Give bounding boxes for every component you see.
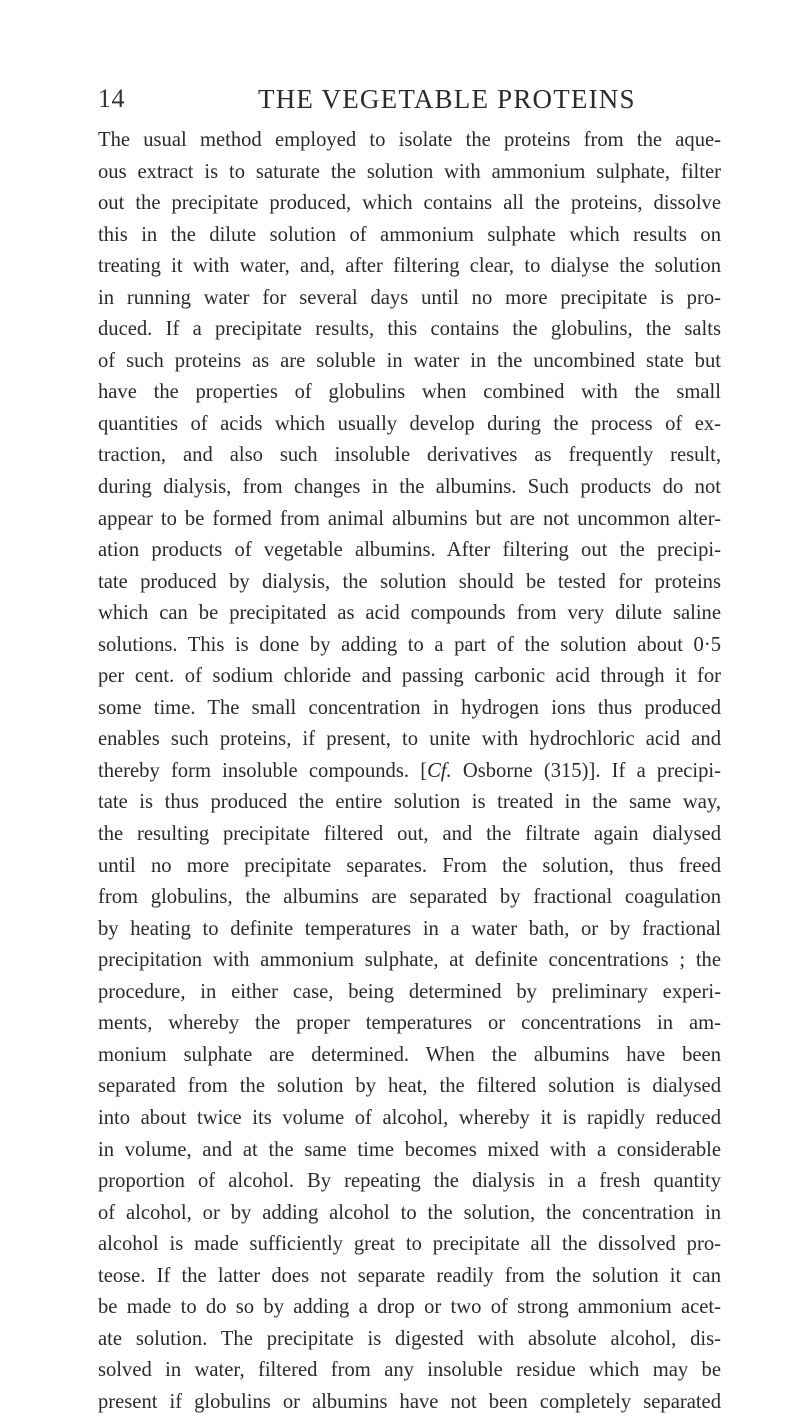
text-line: out the precipitate produced, which contains all the proteins, dissolve bbox=[98, 192, 721, 215]
text-line: quantities of acids which usually develop during the process of ex- bbox=[98, 412, 721, 435]
text-line: which can be precipitated as acid compounds from very dilute saline bbox=[98, 602, 721, 625]
text-line: per cent. of sodium chloride and passing carbonic acid through it for bbox=[98, 665, 721, 688]
text-line: of such proteins as are soluble in water in the uncombined state but bbox=[98, 349, 721, 372]
text-line: alcohol is made sufficiently great to precipitate all the dissolved pro- bbox=[98, 1233, 721, 1256]
citation-lead: thereby form insoluble compounds. bbox=[98, 759, 409, 782]
text-line: tate produced by dialysis, the solution should be tested for proteins bbox=[98, 570, 721, 593]
text-line: ation products of vegetable albumins. After filtering out the precipi- bbox=[98, 539, 721, 562]
text-line: ous extract is to saturate the solution with ammonium sulphate, filter bbox=[98, 160, 721, 183]
citation-open: [ bbox=[420, 759, 428, 782]
text-line: in volume, and at the same time becomes mixed with a considerable bbox=[98, 1138, 721, 1161]
text-line: procedure, in either case, being determined by preliminary experi- bbox=[98, 980, 721, 1003]
citation-cf: Cf. bbox=[427, 759, 452, 782]
text-line: ate solution. The precipitate is digested with absolute alcohol, dis- bbox=[98, 1327, 721, 1350]
text-line: The usual method employed to isolate the proteins from the aque- bbox=[98, 129, 721, 151]
running-head bbox=[98, 78, 718, 118]
text-line: this in the dilute solution of ammonium sulphate which results on bbox=[98, 223, 721, 246]
text-line: present if globulins or albumins have not been completely separated bbox=[98, 1390, 721, 1413]
body-paragraph bbox=[98, 125, 721, 1418]
text-line: ments, whereby the proper temperatures or concentrations in am- bbox=[98, 1012, 721, 1035]
text-line: the resulting precipitate filtered out, and the filtrate again dialysed bbox=[98, 823, 721, 846]
text-line: by heating to definite temperatures in a water bath, or by fractional bbox=[98, 917, 721, 940]
text-line: tate is thus produced the entire solution is treated in the same way, bbox=[98, 791, 721, 814]
text-line: proportion of alcohol. By repeating the dialysis in a fresh quantity bbox=[98, 1170, 721, 1193]
text-line: have the properties of globulins when combined with the small bbox=[98, 381, 721, 404]
citation-after: If a precipi- bbox=[611, 759, 721, 782]
text-line: some time. The small concentration in hydrogen ions thus produced bbox=[98, 696, 721, 719]
text-line: separated from the solution by heat, the filtered solution is dialysed bbox=[98, 1075, 721, 1098]
text-line: of alcohol, or by adding alcohol to the solution, the concentration in bbox=[98, 1201, 721, 1224]
text-line: from globulins, the albumins are separated by fractional coagulation bbox=[98, 886, 721, 909]
text-line: duced. If a precipitate results, this contains the globulins, the salts bbox=[98, 318, 721, 341]
text-line: appear to be formed from animal albumins but are not uncommon alter- bbox=[98, 507, 721, 530]
text-line: precipitation with ammonium sulphate, at definite concentrations ; the bbox=[98, 949, 721, 972]
running-title: THE VEGETABLE PROTEINS bbox=[258, 84, 636, 114]
text-line: until no more precipitate separates. From the solution, thus freed bbox=[98, 854, 721, 877]
text-line: be made to do so by adding a drop or two of strong ammonium acet- bbox=[98, 1296, 721, 1319]
text-line: traction, and also such insoluble derivatives as frequently result, bbox=[98, 444, 721, 467]
text-line-citation bbox=[98, 756, 721, 788]
citation-ref: Osborne (315)]. bbox=[462, 759, 601, 782]
text-line: solved in water, filtered from any insoluble residue which may be bbox=[98, 1359, 721, 1382]
text-line: monium sulphate are determined. When the albumins have been bbox=[98, 1043, 721, 1066]
text-line: enables such proteins, if present, to unite with hydrochloric acid and bbox=[98, 728, 721, 751]
text-line: in running water for several days until no more precipitate is pro- bbox=[98, 286, 721, 309]
text-line: during dialysis, from changes in the albumins. Such products do not bbox=[98, 476, 721, 499]
text-line: teose. If the latter does not separate readily from the solution it can bbox=[98, 1264, 721, 1287]
text-line: into about twice its volume of alcohol, whereby it is rapidly reduced bbox=[98, 1106, 721, 1129]
text-line: treating it with water, and, after filtering clear, to dialyse the solution bbox=[98, 255, 721, 278]
page-number: 14 bbox=[98, 84, 125, 113]
text-line: solutions. This is done by adding to a part of the solution about 0·5 bbox=[98, 633, 721, 656]
